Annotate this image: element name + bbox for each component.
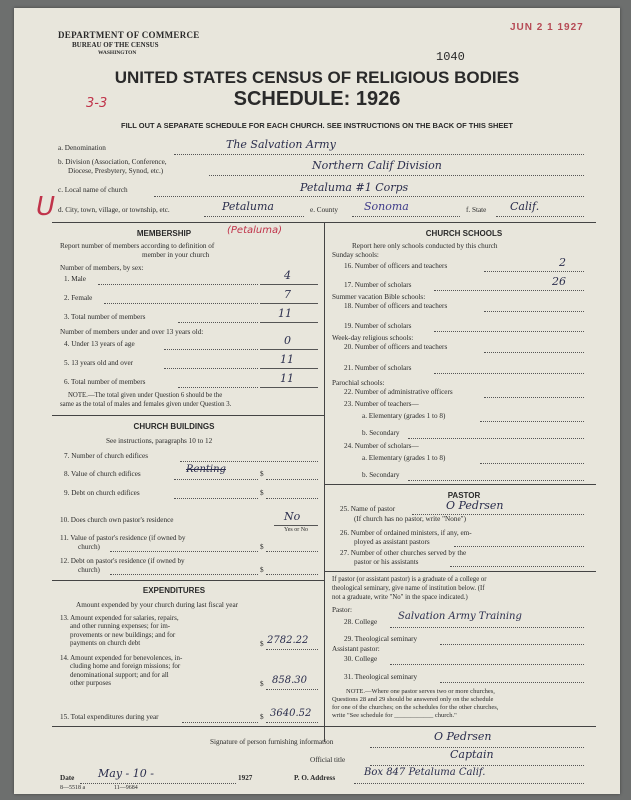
q16-label: 16. Number of officers and teachers [344, 262, 448, 270]
q28-line [390, 627, 584, 628]
denomination-label: a. Denomination [58, 144, 106, 152]
q27-label-2: pastor or his assistants [354, 558, 419, 566]
q13-value[interactable]: 2782.22 [267, 635, 309, 646]
q12-line [266, 574, 318, 575]
local-name-value[interactable]: Petaluma #1 Corps [300, 181, 409, 194]
q21-line [434, 373, 584, 374]
q24b-label: b. Secondary [362, 471, 400, 479]
graduate-note-2: theological seminary, give name of institution below. (If [332, 585, 485, 592]
parochial-schools-label: Parochial schools: [332, 379, 385, 387]
division-line [209, 175, 584, 176]
q14-line-4: other purposes [70, 678, 112, 687]
membership-intro-2: member in your church [142, 251, 210, 259]
official-title-label: Official title [310, 756, 346, 764]
print-code: 11—9684 [114, 785, 138, 791]
q10-hint: Yes or No [284, 527, 309, 533]
pastor-note-4: write "See schedule for ____________ church." [332, 712, 457, 719]
city-field-label: d. City, town, village, or township, etc. [58, 206, 170, 214]
q5-label: 5. 13 years old and over [64, 359, 134, 367]
division-label-2: Diocese, Presbytery, Synod, etc.) [68, 167, 164, 175]
q2-label: 2. Female [64, 294, 93, 302]
q27-label: 27. Number of other churches served by the [340, 549, 467, 557]
denomination-value[interactable]: The Salvation Army [226, 138, 336, 151]
q6-leader [178, 387, 258, 388]
q3-label: 3. Total number of members [64, 313, 146, 321]
form-title: UNITED STATES CENSUS OF RELIGIOUS BODIES [114, 68, 520, 87]
official-title-line [370, 765, 584, 766]
q14-line [266, 689, 318, 690]
q13-line-4: payments on church debt [70, 638, 141, 647]
date-value[interactable]: May - 10 - [98, 767, 154, 780]
po-address-line [354, 783, 584, 784]
state-label: f. State [466, 206, 487, 214]
membership-intro: Report number of members according to definition of [60, 242, 215, 250]
q11-leader [110, 551, 258, 552]
q23b-label: b. Secondary [362, 429, 400, 437]
grid-bottom-border [52, 726, 596, 727]
q22-line [484, 397, 584, 398]
local-name-line [154, 196, 584, 197]
q13-line-3: provements or new buildings; and for [70, 630, 176, 639]
sunday-schools-label: Sunday schools: [332, 251, 379, 259]
q25-value[interactable]: O Pedrsen [446, 499, 504, 512]
q14-line-3: denominational support; and for all [70, 670, 169, 679]
q24a-line [480, 463, 584, 464]
red-annotation-city: (Petaluma) [227, 225, 283, 236]
date-year: 1927 [238, 774, 253, 782]
q15-dollar: $ [260, 713, 264, 721]
q29-label: 29. Theological seminary [344, 635, 418, 643]
expenditures-title: EXPENDITURES [142, 586, 206, 595]
q14-dollar: $ [260, 680, 264, 688]
county-line [352, 216, 460, 217]
q20-line [484, 352, 584, 353]
q9-leader [174, 498, 258, 499]
po-address-label: P. O. Address [294, 774, 336, 782]
local-name-label: c. Local name of church [58, 186, 128, 194]
membership-note-2: same as the total of males and females given under Question 3. [60, 401, 232, 408]
department-label: DEPARTMENT OF COMMERCE [58, 30, 200, 40]
q2-leader [104, 303, 258, 304]
date-label: Date [60, 774, 75, 782]
q9-dollar: $ [260, 489, 264, 497]
q1-leader [98, 284, 258, 285]
bureau-label: BUREAU OF THE CENSUS [72, 41, 159, 49]
division-value[interactable]: Northern Calif Division [312, 159, 442, 172]
q1-line [260, 284, 318, 285]
q13-dollar: $ [260, 640, 264, 648]
q11-dollar: $ [260, 543, 264, 551]
q12-label: 12. Debt on pastor's residence (if owned by [60, 557, 185, 565]
buildings-title: CHURCH BUILDINGS [133, 422, 215, 431]
q8-value[interactable]: Renting [186, 464, 226, 475]
expenditures-intro: Amount expended by your church during last fiscal year [76, 601, 239, 609]
census-schedule-form [14, 8, 620, 794]
membership-note: NOTE.—The total given under Question 6 should be the [68, 392, 223, 399]
signature-value[interactable]: O Pedrsen [434, 730, 492, 743]
q14-value[interactable]: 858.30 [272, 675, 307, 686]
q4-label: 4. Under 13 years of age [64, 340, 135, 348]
q11-label-2: church) [78, 543, 100, 551]
q4-line [260, 349, 318, 350]
q24a-label: a. Elementary (grades 1 to 8) [362, 454, 446, 462]
division-label: b. Division (Association, Conference, [58, 158, 167, 166]
q8-dollar: $ [260, 470, 264, 478]
q30-label: 30. College [344, 655, 378, 663]
q9-label: 9. Debt on church edifices [64, 489, 140, 497]
q16-line [484, 271, 584, 272]
q24b-line [408, 480, 584, 481]
pastor-title: PASTOR [447, 491, 481, 500]
q8-leader [174, 479, 258, 480]
po-address-value[interactable]: Box 847 Petaluma Calif. [364, 767, 486, 778]
q15-value[interactable]: 3640.52 [270, 708, 312, 719]
q20-label: 20. Number of officers and teachers [344, 343, 448, 351]
q13-line-2: and other running expenses; for im- [70, 622, 171, 631]
q31-line [440, 682, 584, 683]
pastor-note-2: Questions 28 and 29 should be answered only on the schedule [332, 696, 494, 703]
vacation-schools-label: Summer vacation Bible schools: [332, 293, 426, 301]
q6-line [260, 387, 318, 388]
q27-line [450, 566, 584, 567]
q6-value[interactable]: 11 [280, 372, 294, 385]
q19-line [434, 331, 584, 332]
q30-line [390, 664, 584, 665]
q13-line-1: 13. Amount expended for salaries, repairs, [60, 614, 179, 622]
county-label: e. County [310, 206, 338, 214]
q17-value[interactable]: 26 [552, 275, 566, 288]
members-by-sex-label: Number of members, by sex: [60, 264, 144, 272]
q31-label: 31. Theological seminary [344, 673, 418, 681]
q21-label: 21. Number of scholars [344, 364, 412, 372]
city-label: WASHINGTON [98, 50, 137, 56]
membership-title: MEMBERSHIP [136, 229, 192, 238]
q7-line [180, 461, 318, 462]
q16-value[interactable]: 2 [559, 256, 566, 269]
q3-leader [178, 322, 258, 323]
buildings-bottom-border [52, 580, 324, 581]
q4-leader [164, 349, 258, 350]
q13-line [266, 649, 318, 650]
graduate-note-1: If pastor (or assistant pastor) is a graduate of a college or [332, 576, 487, 583]
date-stamp: JUN 2 1 1927 [510, 22, 584, 33]
q23-label: 23. Number of teachers— [344, 400, 419, 408]
schedule-number: 1040 [436, 50, 465, 64]
buildings-intro: See instructions, paragraphs 10 to 12 [106, 437, 213, 445]
q8-label: 8. Value of church edifices [64, 470, 141, 478]
q26-label-2: ployed as assistant pastors [354, 538, 430, 546]
county-value[interactable]: Sonoma [364, 200, 409, 213]
schools-bottom-border [324, 484, 596, 485]
q11-line [266, 551, 318, 552]
q23a-label: a. Elementary (grades 1 to 8) [362, 412, 446, 420]
date-line [80, 783, 236, 784]
schools-title: CHURCH SCHOOLS [425, 229, 503, 238]
red-annotation-side: U [36, 192, 56, 222]
q11-label: 11. Value of pastor's residence (if owned by [60, 534, 186, 542]
q8-line [266, 479, 318, 480]
form-subtitle: SCHEDULE: 1926 [233, 88, 401, 110]
red-annotation-top: 3-3 [86, 96, 108, 111]
denomination-line [174, 154, 584, 155]
weekday-schools-label: Week-day religious schools: [332, 334, 414, 342]
q10-line [274, 525, 318, 526]
q25-hint: (If church has no pastor, write "None") [354, 515, 466, 523]
signature-label: Signature of person furnishing information [210, 738, 334, 746]
q15-line [266, 722, 318, 723]
q3-value[interactable]: 11 [278, 307, 292, 320]
q6-label: 6. Total number of members [64, 378, 146, 386]
q2-line [260, 303, 318, 304]
q4-value[interactable]: 0 [284, 334, 291, 347]
membership-bottom-border [52, 415, 324, 416]
q28-label: 28. College [344, 618, 378, 626]
q19-label: 19. Number of scholars [344, 322, 412, 330]
pastor-sub-label: Pastor: [332, 606, 352, 614]
q22-label: 22. Number of administrative officers [344, 388, 453, 396]
q1-value[interactable]: 4 [284, 269, 291, 282]
q25-label: 25. Name of pastor [340, 505, 396, 513]
q14-line-2: cluding home and foreign missions; for [70, 662, 181, 671]
pastor-inner-border [324, 571, 596, 572]
q26-line [454, 546, 584, 547]
q29-line [440, 644, 584, 645]
pastor-note-1: NOTE.—Where one pastor serves two or more churches, [346, 688, 495, 695]
q10-value[interactable]: No [284, 510, 301, 523]
q23a-line [480, 421, 584, 422]
assistant-pastor-label: Assistant pastor: [332, 645, 380, 653]
state-line [496, 216, 584, 217]
q13-label [60, 614, 260, 647]
q5-value[interactable]: 11 [280, 353, 294, 366]
pastor-note-3: for one of the churches; on the schedules for the other churches, [332, 704, 499, 711]
graduate-note-3: not a graduate, write "No" in the space indicated.) [332, 594, 468, 601]
q26-label: 26. Number of ordained ministers, if any, em- [340, 529, 472, 537]
q7-label: 7. Number of church edifices [64, 452, 149, 460]
q3-line [260, 322, 318, 323]
q15-label: 15. Total expenditures during year [60, 713, 159, 721]
q23b-line [408, 438, 584, 439]
q17-label: 17. Number of scholars [344, 281, 412, 289]
age-intro-label: Number of members under and over 13 years old: [60, 328, 204, 336]
q15-leader [182, 722, 258, 723]
official-title-value[interactable]: Captain [450, 748, 494, 761]
q18-line [484, 311, 584, 312]
q12-label-2: church) [78, 566, 100, 574]
q5-leader [164, 368, 258, 369]
q24-label: 24. Number of scholars— [344, 442, 419, 450]
q10-label: 10. Does church own pastor's residence [60, 516, 174, 524]
q17-line [434, 290, 584, 291]
instructions-banner: FILL OUT A SEPARATE SCHEDULE FOR EACH CHURCH. SEE INSTRUCTIONS ON THE BACK OF THIS SHEET [121, 121, 513, 130]
form-code: 8—5518 a [60, 785, 86, 791]
q14-line-1: 14. Amount expended for benevolences, in- [60, 654, 183, 662]
grid-center-divider [324, 222, 325, 742]
q12-dollar: $ [260, 566, 264, 574]
city-line [204, 216, 304, 217]
q2-value[interactable]: 7 [284, 288, 291, 301]
q28-value[interactable]: Salvation Army Training [398, 611, 522, 622]
schools-intro: Report here only schools conducted by this church [352, 242, 498, 250]
q14-label [60, 654, 260, 687]
q5-line [260, 368, 318, 369]
q18-label: 18. Number of officers and teachers [344, 302, 448, 310]
state-value[interactable]: Calif. [510, 200, 540, 213]
q1-label: 1. Male [64, 275, 86, 283]
city-value[interactable]: Petaluma [222, 200, 274, 213]
q9-line [266, 498, 318, 499]
q12-leader [110, 574, 258, 575]
